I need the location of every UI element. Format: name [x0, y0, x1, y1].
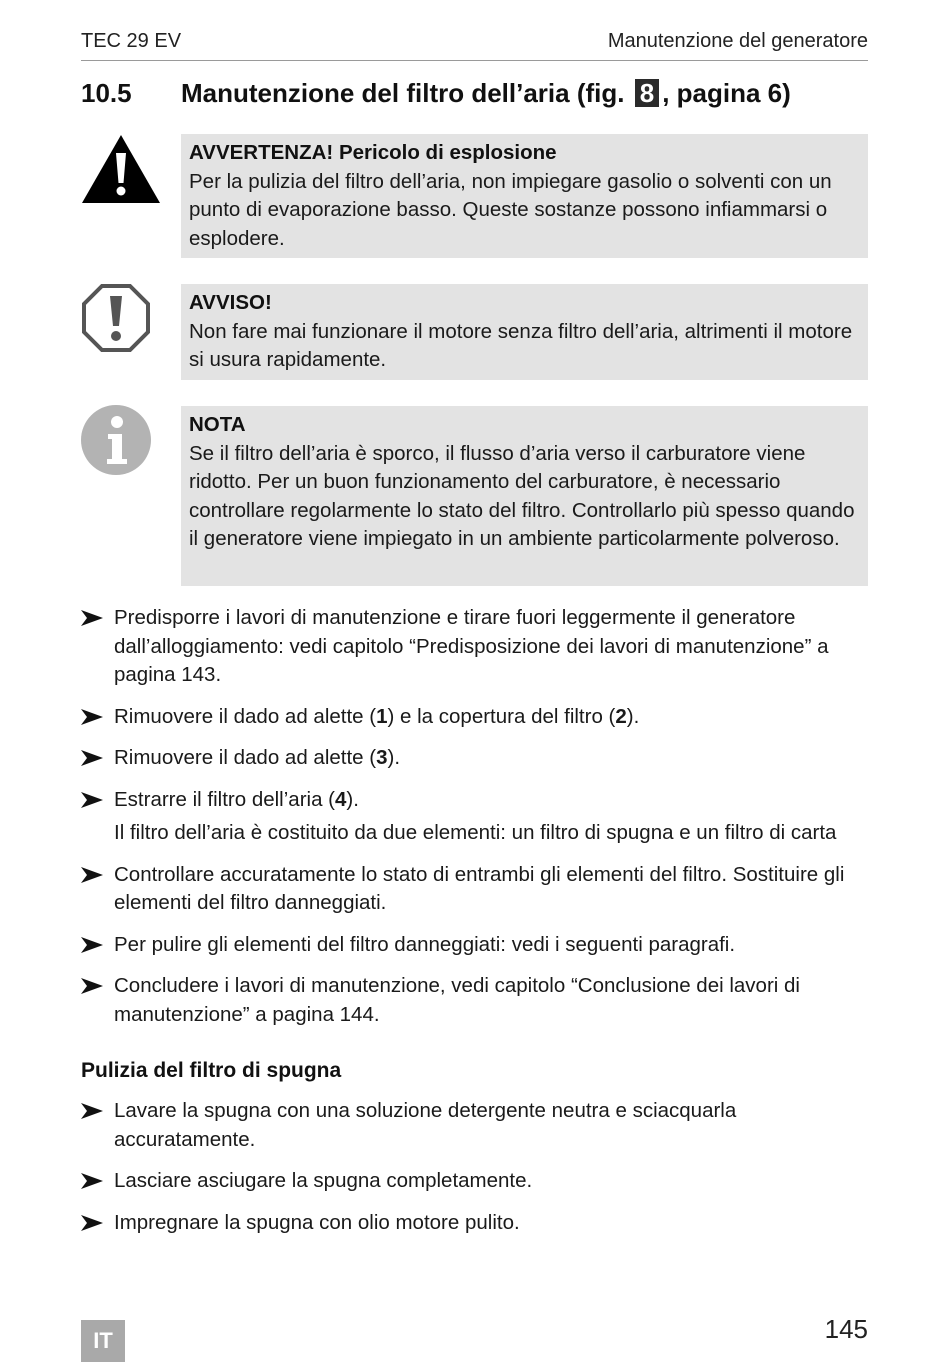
notice-box: [181, 284, 868, 380]
arrow-bullet-icon: [81, 610, 103, 626]
warning-notice: [181, 134, 868, 258]
arrow-bullet-icon: [81, 937, 103, 953]
chapter-name: Manutenzione del generatore: [607, 30, 868, 52]
note-box: [181, 406, 868, 586]
list-item: Rimuovere il dado ad alette (1) e la copertura del filtro (2).: [81, 703, 871, 732]
instruction-list: [81, 604, 871, 1250]
section-title-suffix: , pagina 6): [662, 78, 791, 108]
notice-title: AVVISO!: [189, 291, 272, 314]
page-number: 145: [824, 1314, 868, 1344]
info-circle-icon: [81, 405, 151, 475]
notice-octagon-icon: [81, 283, 151, 353]
arrow-bullet-icon: [81, 867, 103, 883]
section-number: 10.5: [81, 78, 132, 108]
list-item: Concludere i lavori di manutenzione, vedi capitolo “Conclusione dei lavori di manutenzione” a pagina 144.: [81, 972, 871, 1029]
arrow-bullet-icon: [81, 1103, 103, 1119]
list-item: Lavare la spugna con una soluzione detergente neutra e sciacquarla accuratamente.: [81, 1097, 871, 1154]
arrow-bullet-icon: [81, 1173, 103, 1189]
language-tab: IT: [81, 1320, 125, 1362]
list-item: Rimuovere il dado ad alette (3).: [81, 744, 871, 773]
arrow-bullet-icon: [81, 709, 103, 725]
warning-triangle-icon: [81, 133, 161, 205]
arrow-bullet-icon: [81, 792, 103, 808]
note-text: Se il filtro dell’aria è sporco, il flusso d’aria verso il carburatore viene ridotto. Per un buon funzionamento del carburatore, è necessario controllare regolarmente lo stato del filtro. Controllarlo più spesso quando il generatore viene impiegato in un ambiente particolarmente polveroso.: [189, 441, 855, 550]
figure-reference-badge: 8: [635, 79, 659, 107]
section-title: [81, 78, 881, 109]
list-item: Impregnare la spugna con olio motore pulito.: [81, 1209, 871, 1238]
list-item: Per pulire gli elementi del filtro danneggiati: vedi i seguenti paragrafi.: [81, 931, 871, 960]
list-item: Estrarre il filtro dell’aria (4).: [81, 786, 871, 815]
list-item: Predisporre i lavori di manutenzione e tirare fuori leggermente il generatore dall’alloggiamento: vedi capitolo “Predisposizione dei lavori di manutenzione” a pagina 143.: [81, 604, 871, 690]
arrow-bullet-icon: [81, 978, 103, 994]
arrow-bullet-icon: [81, 750, 103, 766]
arrow-bullet-icon: [81, 1215, 103, 1231]
warning-title: AVVERTENZA! Pericolo di esplosione: [189, 141, 557, 164]
notice-text: Non fare mai funzionare il motore senza filtro dell’aria, altrimenti il motore si usura rapidamente.: [189, 319, 853, 371]
section-title-text: Manutenzione del filtro dell’aria (fig.: [181, 78, 625, 108]
page-header: [81, 30, 868, 61]
step-note: Il filtro dell’aria è costituito da due elementi: un filtro di spugna e un filtro di carta: [114, 821, 837, 844]
product-name: TEC 29 EV: [81, 30, 182, 52]
note-title: NOTA: [189, 413, 246, 436]
list-item: Lasciare asciugare la spugna completamente.: [81, 1167, 871, 1196]
warning-text: Per la pulizia del filtro dell’aria, non impiegare gasolio o solventi con un punto di evaporazione basso. Queste sostanze possono infiammarsi o esplodere.: [189, 169, 832, 250]
subsection-heading: Pulizia del filtro di spugna: [81, 1059, 342, 1082]
list-item: Controllare accuratamente lo stato di entrambi gli elementi del filtro. Sostituire gli elementi del filtro danneggiati.: [81, 861, 871, 918]
